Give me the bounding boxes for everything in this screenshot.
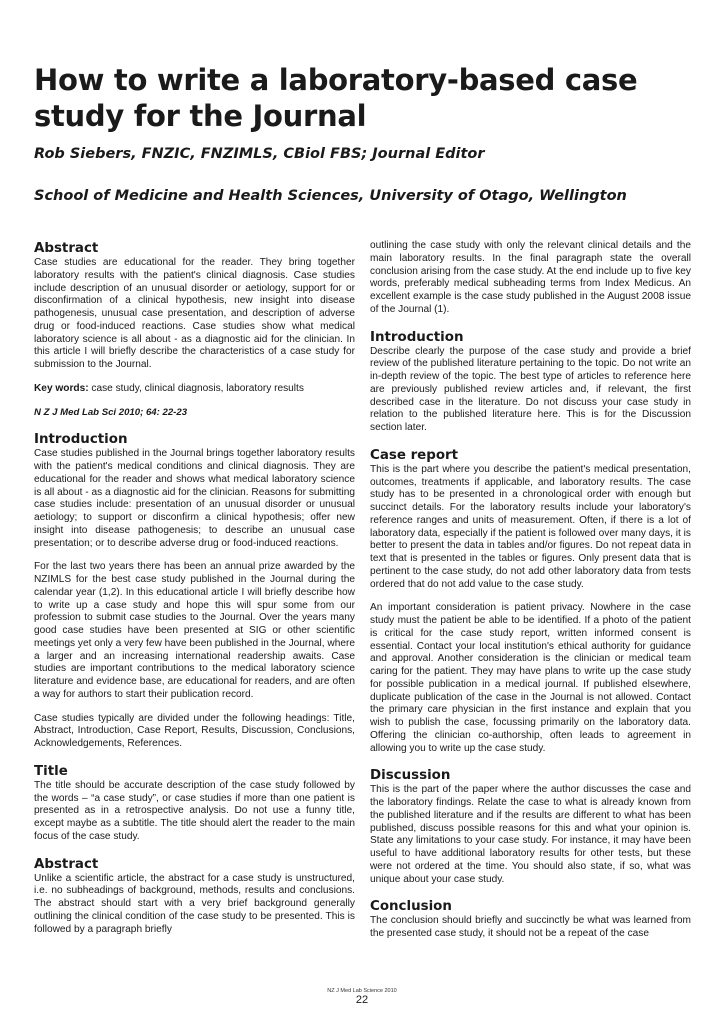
introduction-heading: Introduction <box>34 432 128 448</box>
article-title: How to write a laboratory-based case study for the Journal <box>34 63 638 133</box>
abstract-section-paragraph: Unlike a scientific article, the abstract for a case study is unstructured, i.e. no subheadings of background, methods, results and conclusions. The abstract should start with a very brief background generally outlining the clinical condition of the case study to be presented. This is followed by a paragraph briefly <box>34 872 355 935</box>
page-number: 22 <box>355 994 369 1006</box>
left-column <box>34 240 355 936</box>
introduction-paragraph-1: Case studies published in the Journal brings together laboratory results with the patient's medical conditions and clinical diagnosis. They are educational for the reader and shows what medical laboratory science is all about - as a diagnostic aid for the clinician. Reasons for submitting case studies include: presentation of an unusual disorder or unusual aetiology; to support or disconfirm a clinical hypothesis; offer new insight into disease pathogenesis; to describe an unusual case presentation; or to describe adverse drug or food-induced reactions. <box>34 448 355 549</box>
intro-section-paragraph: Describe clearly the purpose of the case study and provide a brief review of the published literature pertaining to the topic. Do not write an in-depth review of the topic. The best type of articles to reference here are previously published review articles and, if relevant, the first described case in the literature. Do not discuss your case study in relation to the published literature here. This is for the Discussion section later. <box>370 345 691 433</box>
discussion-heading: Discussion <box>370 768 451 784</box>
abstract-heading: Abstract <box>34 241 99 256</box>
keywords-label: Key words: <box>34 382 89 394</box>
discussion-paragraph: This is the part of the paper where the author discusses the case and the laboratory findings. Relate the case to what is already known from the published literature and if the results are different to what has been published, discuss possible reasons for this and what your opinion is. State any limitations to your case study. For instance, it may have been useful to have additional laboratory results for other tests, but these were not ordered at the time. You should also state, if so, what was unique about your case study. <box>370 784 691 885</box>
introduction-paragraph-2: For the last two years there has been an annual prize awarded by the NZIMLS for the best case study published in the Journal during the calendar year (1,2). In this educational article I will briefly describe how to write up a case study and hope this will spur some from our profession to submit case studies to the Journal. Over the years many good case studies have been presented at SIG or other scientific meetings yet only a very few have been published in the Journal, where a larger and an increasing international readership awaits. Case studies are important contributions to the medical laboratory science literature and evidence base, are educational for readers, and are often a way for authors to start their publication record. <box>34 561 355 700</box>
affiliation-line: School of Medicine and Health Sciences, University of Otago, Wellington <box>34 188 627 204</box>
footer-journal-name: NZ J Med Lab Science 2010 <box>327 988 397 994</box>
abstract-continuation: outlining the case study with only the relevant clinical details and the main laboratory results. In the final paragraph state the overall conclusion arising from the case study. At the end include up to five key words, preferably medical subheading terms from Index Medicus. An excellent example is the case study published in the August 2008 issue of the Journal (1). <box>370 240 691 315</box>
citation-text: N Z J Med Lab Sci 2010; 64: 22-23 <box>34 406 188 418</box>
title-heading: Title <box>34 763 68 779</box>
citation <box>34 407 355 420</box>
case-report-paragraph-2: An important consideration is patient privacy. Nowhere in the case study must the patient be able to be identified. If a photo of the patient is critical for the case study report, written informed consent is essential. Contact your local institution's ethical authority for guidance and approval. Another consideration is the clinician or medical team caring for the patient. They may have plans to write up the case study for possible publication in a medical journal. If published elsewhere, duplicate publication of the case in the Journal is not allowed. Contact the primary care physician in the first instance and explain that you wish to publish the case, focussing primarily on the laboratory data. Offering the clinician co-authorship, often leads to agreement in allowing you to write up the case study. <box>370 602 691 754</box>
abstract-section-heading: Abstract <box>34 856 99 872</box>
introduction-paragraph-3: Case studies typically are divided under the following headings: Title, Abstract, Introduction, Case Report, Results, Discussion, Conclusions, Acknowledgements, References. <box>34 712 355 749</box>
author-line: Rob Siebers, FNZIC, FNZIMLS, CBiol FBS; Journal Editor <box>34 146 485 162</box>
keywords-text: case study, clinical diagnosis, laboratory results <box>88 382 304 394</box>
case-report-paragraph-1: This is the part where you describe the patient's medical presentation, outcomes, treatments if applicable, and laboratory results. The case study has to be presented in a chronological order with enough but succinct details. For the laboratory results include your laboratory's reference ranges and units of measurement. Often, if there is a lot of laboratory data, especially if the patient is followed over many days, it is better to present the data in tables and/or figures. Do not repeat data in text that is presented in the tables or figures. Only present data that is pertinent to the case study, do not add other laboratory data from tests ordered that do not add value to the case study. <box>370 463 691 590</box>
intro-section-heading: Introduction <box>370 329 464 345</box>
case-report-heading: Case report <box>370 447 459 463</box>
keywords <box>34 383 355 396</box>
conclusion-paragraph: The conclusion should briefly and succinctly be what was learned from the presented case study, it should not be a repeat of the case <box>370 915 691 939</box>
right-column <box>370 240 691 941</box>
title-paragraph: The title should be accurate description of the case study followed by the words – “a case study”, or case studies if more than one patient is presented as in a retrospective analysis. Do not use a funny title, except maybe as a subtitle. The title should alert the reader to the main focus of the case study. <box>34 779 355 842</box>
abstract-paragraph: Case studies are educational for the reader. They bring together laboratory results with the patient's clinical diagnosis. Case studies include description of an unusual disorder or aetiology, support for or disconfirmation of a clinical hypothesis, new insight into disease pathogenesis, unusual case presentation, and description of adverse drug or food-induced reactions. Case studies show what medical laboratory science is all about - as a diagnostic aid for the clinician. In this article I will briefly describe the characteristics of a case study for submission to the Journal. <box>34 257 355 370</box>
conclusion-heading: Conclusion <box>370 899 452 915</box>
